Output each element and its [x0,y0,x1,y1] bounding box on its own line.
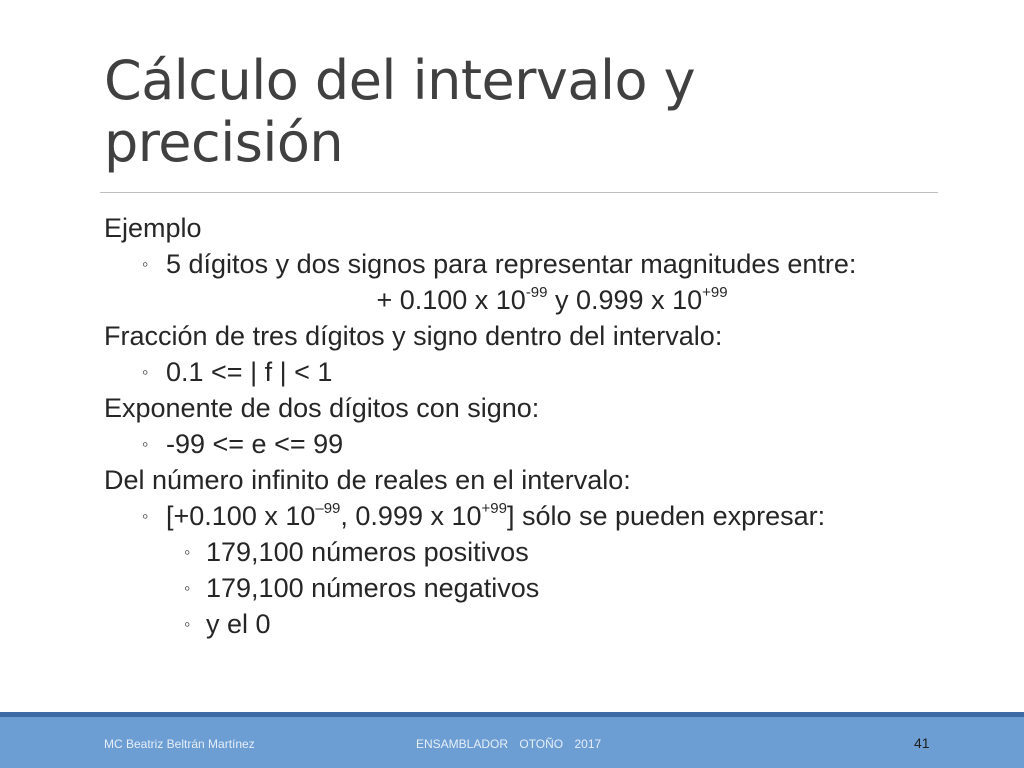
range-formula-part-a: + 0.100 x 10 [376,285,526,315]
bullet-icon: ◦ [142,434,149,454]
slide-body [104,210,938,642]
range-formula-exp-a: -99 [525,284,548,301]
bullet-intervalo-exp-b: +99 [481,500,507,517]
bullet-intervalo-part-b: , 0.999 x 10 [340,501,482,531]
text-exponente: Exponente de dos dígitos con signo: [104,393,540,423]
page-number: 41 [914,735,930,751]
bullet-digits [104,246,938,282]
footer-course: ENSAMBLADOR OTOÑO 2017 [416,737,602,751]
slide-title: Cálculo del intervalo y precisión [104,49,696,174]
sub-bullet-positivos-text: 179,100 números positivos [206,537,529,567]
bullet-digits-text: 5 dígitos y dos signos para representar magnitudes entre: [166,249,857,279]
footer-author: MC Beatriz Beltrán Martínez [104,737,255,751]
bullet-icon: ◦ [142,362,149,382]
bullet-exponente-text: -99 <= e <= 99 [166,429,344,459]
range-formula-part-b: y 0.999 x 10 [547,285,703,315]
bullet-intervalo-part-a: [+0.100 x 10 [166,501,316,531]
bullet-icon: ◦ [184,614,191,634]
text-fraccion: Fracción de tres dígitos y signo dentro del intervalo: [104,321,723,351]
bullet-icon: ◦ [142,506,149,526]
bullet-fraccion-text: 0.1 <= | f | < 1 [166,357,333,387]
bullet-intervalo-part-c: ] sólo se pueden expresar: [506,501,826,531]
bullet-exponente [104,426,938,462]
bullet-intervalo-exp-a: –99 [315,500,341,517]
sub-bullet-negativos [104,570,938,606]
range-formula [104,282,938,318]
sub-bullet-cero-text: y el 0 [206,609,271,639]
text-ejemplo: Ejemplo [104,213,202,243]
bullet-icon: ◦ [184,542,191,562]
range-formula-exp-b: +99 [702,284,728,301]
bullet-icon: ◦ [184,578,191,598]
bullet-fraccion [104,354,938,390]
sub-bullet-positivos [104,534,938,570]
sub-bullet-negativos-text: 179,100 números negativos [206,573,540,603]
text-infinito: Del número infinito de reales en el intervalo: [104,465,631,495]
title-divider [100,192,938,193]
bullet-intervalo [104,498,938,534]
sub-bullet-cero [104,606,938,642]
bullet-icon: ◦ [142,254,149,274]
